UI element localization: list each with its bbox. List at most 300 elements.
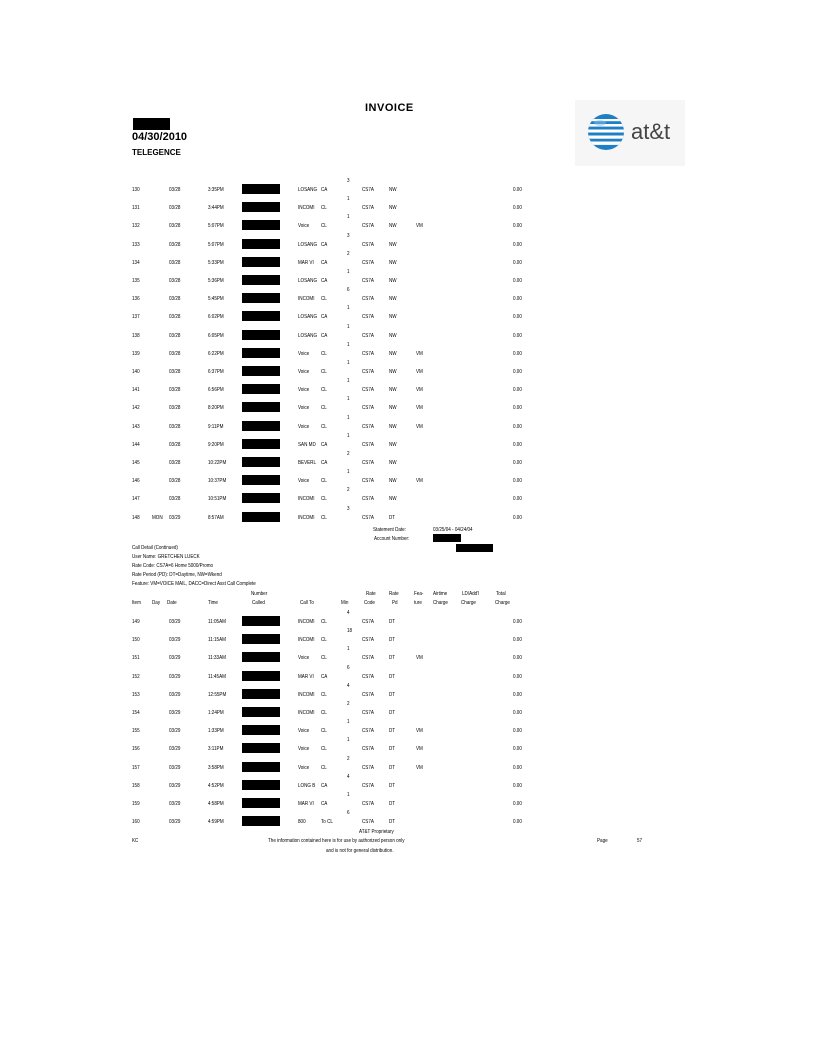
row-called-place: LOSANG xyxy=(298,187,318,193)
redacted-number xyxy=(242,384,280,394)
row-rate-pd: NW xyxy=(389,423,397,430)
row-called-place: MAR VI xyxy=(298,259,314,266)
row-time: 3:58PM xyxy=(208,764,224,771)
row-rate-code: CS7A xyxy=(362,332,374,339)
row-rate-code: CS7A xyxy=(362,460,374,466)
row-feature: VM xyxy=(416,350,423,357)
row-minutes: 1 xyxy=(347,341,350,348)
row-rate-pd: NW xyxy=(389,332,397,339)
row-item: 138 xyxy=(132,332,140,339)
row-total: 0.00 xyxy=(513,387,522,394)
row-minutes: 1 xyxy=(347,378,350,385)
row-date: 03/29 xyxy=(169,673,181,680)
row-time: 4:58PM xyxy=(208,801,224,807)
row-date: 03/29 xyxy=(169,728,181,735)
row-minutes: 1 xyxy=(347,469,350,476)
row-time: 10:37PM xyxy=(208,478,227,485)
row-item: 134 xyxy=(132,259,140,266)
redacted-number xyxy=(242,475,280,485)
row-called-place: INCOMI xyxy=(298,691,315,698)
row-rate-code: CS7A xyxy=(362,205,374,212)
row-total: 0.00 xyxy=(513,496,522,503)
redacted-number xyxy=(242,780,280,790)
col-pd: Pd xyxy=(392,600,398,606)
row-rate-code: CS7A xyxy=(362,746,374,753)
row-rate-pd: NW xyxy=(389,369,397,375)
row-total: 0.00 xyxy=(513,691,522,698)
row-minutes: 1 xyxy=(347,719,350,726)
row-rate-pd: DT xyxy=(389,782,396,789)
row-call-to: CA xyxy=(321,673,328,680)
row-item: 157 xyxy=(132,764,140,771)
row-rate-pd: NW xyxy=(389,478,397,485)
row-total: 0.00 xyxy=(513,619,522,625)
col-item: Item xyxy=(132,600,141,606)
row-rate-code: CS7A xyxy=(362,819,374,826)
row-total: 0.00 xyxy=(513,819,522,826)
row-date: 03/28 xyxy=(169,405,181,412)
row-rate-pd: NW xyxy=(389,387,397,394)
row-rate-pd: NW xyxy=(389,496,397,503)
detail-line-1: Call Detail (Continued) xyxy=(132,545,178,551)
redacted-number xyxy=(242,634,280,644)
row-rate-code: CS7A xyxy=(362,369,374,375)
row-total: 0.00 xyxy=(513,350,522,357)
row-call-to: CL xyxy=(321,655,327,662)
row-rate-pd: NW xyxy=(389,205,397,212)
row-date: 03/29 xyxy=(169,782,181,789)
row-minutes: 1 xyxy=(347,269,350,275)
detail-line-2: User Name: GRETCHEN LUECK xyxy=(132,554,200,560)
row-total: 0.00 xyxy=(513,764,522,771)
row-feature: VM xyxy=(416,387,423,394)
row-call-to: CL xyxy=(321,619,327,625)
row-total: 0.00 xyxy=(513,423,522,430)
row-called-place: MAR VI xyxy=(298,801,314,807)
row-call-to: CL xyxy=(321,710,327,716)
row-rate-pd: DT xyxy=(389,710,396,716)
row-date: 03/28 xyxy=(169,314,181,321)
row-rate-pd: DT xyxy=(389,655,396,662)
row-rate-pd: NW xyxy=(389,460,397,466)
row-minutes: 1 xyxy=(347,214,350,221)
redacted-number xyxy=(242,311,280,321)
col-number: Number xyxy=(251,591,268,597)
redacted-number xyxy=(242,402,280,412)
row-date: 03/29 xyxy=(169,691,181,698)
row-rate-code: CS7A xyxy=(362,514,374,521)
row-total: 0.00 xyxy=(513,637,522,644)
redacted-number xyxy=(242,421,280,431)
row-total: 0.00 xyxy=(513,241,522,248)
row-called-place: INCOMI xyxy=(298,710,315,716)
row-call-to: CA xyxy=(321,259,328,266)
row-date: 03/28 xyxy=(169,350,181,357)
redacted-number xyxy=(242,457,280,467)
row-item: 142 xyxy=(132,405,140,412)
row-feature: VM xyxy=(416,478,423,485)
row-total: 0.00 xyxy=(513,278,522,284)
row-call-to: CA xyxy=(321,241,328,248)
row-minutes: 1 xyxy=(347,737,350,744)
account-number-label: Account Number: xyxy=(374,536,410,542)
row-total: 0.00 xyxy=(513,205,522,212)
row-call-to: CL xyxy=(321,764,327,771)
row-called-place: INCOMI xyxy=(298,514,315,521)
row-call-to: CL xyxy=(321,514,327,521)
row-minutes: 2 xyxy=(347,250,350,257)
redacted-number xyxy=(242,220,280,230)
row-date: 03/28 xyxy=(169,259,181,266)
row-time: 3:11PM xyxy=(208,746,224,753)
row-item: 156 xyxy=(132,746,140,753)
row-time: 5:36PM xyxy=(208,278,224,284)
row-minutes: 1 xyxy=(347,414,350,421)
row-rate-code: CS7A xyxy=(362,691,374,698)
row-minutes: 1 xyxy=(347,396,350,403)
row-time: 3:35PM xyxy=(208,187,224,193)
row-minutes: 18 xyxy=(347,628,353,635)
row-called-place: INCOMI xyxy=(298,619,315,625)
row-total: 0.00 xyxy=(513,296,522,303)
col-charge: Charge xyxy=(433,600,448,606)
row-minutes: 2 xyxy=(347,701,350,707)
row-call-to: CL xyxy=(321,746,327,753)
row-rate-code: CS7A xyxy=(362,801,374,807)
row-feature: VM xyxy=(416,764,423,771)
row-total: 0.00 xyxy=(513,187,522,193)
row-time: 1:33PM xyxy=(208,728,224,735)
redacted-block xyxy=(456,544,493,552)
company-name: TELEGENCE xyxy=(132,148,181,157)
row-minutes: 1 xyxy=(347,792,350,798)
col-called: Called xyxy=(252,600,265,606)
row-call-to: CA xyxy=(321,278,328,284)
redacted-number xyxy=(242,743,280,753)
row-rate-code: CS7A xyxy=(362,241,374,248)
col-charge3: Charge xyxy=(495,600,510,606)
row-rate-pd: NW xyxy=(389,241,397,248)
row-feature: VM xyxy=(416,655,423,662)
row-called-place: INCOMI xyxy=(298,205,315,212)
row-minutes: 4 xyxy=(347,610,350,616)
row-day: MON xyxy=(152,514,163,521)
row-date: 03/28 xyxy=(169,332,181,339)
row-called-place: Voice xyxy=(298,728,310,735)
row-minutes: 4 xyxy=(347,682,350,689)
row-call-to: CL xyxy=(321,423,327,430)
row-rate-code: CS7A xyxy=(362,259,374,266)
redacted-number xyxy=(242,348,280,358)
row-date: 03/29 xyxy=(169,637,181,644)
row-time: 12:55PM xyxy=(208,691,227,698)
invoice-date: 04/30/2010 xyxy=(132,131,188,143)
row-total: 0.00 xyxy=(513,478,522,485)
row-minutes: 3 xyxy=(347,178,350,184)
col-date: Date xyxy=(167,600,177,606)
redacted-number xyxy=(242,762,280,772)
row-called-place: Voice xyxy=(298,655,310,662)
row-called-place: LOSANG xyxy=(298,278,318,284)
row-time: 10:22PM xyxy=(208,460,227,466)
footer-page-number: 57 xyxy=(637,838,643,844)
row-rate-pd: DT xyxy=(389,764,396,771)
redacted-number xyxy=(242,816,280,826)
row-item: 133 xyxy=(132,241,140,248)
row-called-place: Voice xyxy=(298,405,310,412)
row-call-to: CL xyxy=(321,405,327,412)
row-total: 0.00 xyxy=(513,441,522,448)
footer-proprietary: AT&T Proprietary xyxy=(359,829,394,835)
row-minutes: 3 xyxy=(347,505,350,512)
att-globe-icon xyxy=(586,112,626,152)
row-item: 135 xyxy=(132,278,140,284)
att-logo xyxy=(575,100,685,166)
redacted-number xyxy=(242,202,280,212)
row-date: 03/28 xyxy=(169,296,181,303)
row-call-to: CL xyxy=(321,223,327,230)
row-called-place: Voice xyxy=(298,423,310,430)
row-date: 03/29 xyxy=(169,655,181,662)
row-call-to: CL xyxy=(321,205,327,212)
row-rate-pd: DT xyxy=(389,728,396,735)
row-called-place: LOSANG xyxy=(298,314,318,321)
row-date: 03/28 xyxy=(169,187,181,193)
row-item: 132 xyxy=(132,223,140,230)
row-rate-pd: NW xyxy=(389,314,397,321)
redacted-number xyxy=(242,689,280,699)
row-item: 158 xyxy=(132,782,140,789)
row-called-place: INCOMI xyxy=(298,296,315,303)
row-date: 03/28 xyxy=(169,223,181,230)
row-call-to: CL xyxy=(321,691,327,698)
row-rate-code: CS7A xyxy=(362,478,374,485)
row-called-place: BEVERL xyxy=(298,460,317,466)
row-minutes: 4 xyxy=(347,773,350,780)
row-date: 03/28 xyxy=(169,369,181,375)
row-rate-code: CS7A xyxy=(362,278,374,284)
col-total: Total xyxy=(496,591,506,597)
row-total: 0.00 xyxy=(513,514,522,521)
row-call-to: CA xyxy=(321,460,328,466)
row-total: 0.00 xyxy=(513,746,522,753)
col-time: Time xyxy=(208,600,218,606)
row-time: 5:07PM xyxy=(208,223,224,230)
footer-notice-1: The information contained here is for use by authorized person only xyxy=(268,838,405,844)
col-call-to: Call To xyxy=(300,600,314,606)
redacted-number xyxy=(242,616,280,626)
row-item: 143 xyxy=(132,423,140,430)
row-time: 6:02PM xyxy=(208,314,224,321)
row-item: 130 xyxy=(132,187,140,193)
row-time: 1:24PM xyxy=(208,710,224,716)
att-logo-text: at&t xyxy=(631,119,671,144)
redacted-number xyxy=(242,257,280,267)
redacted-block xyxy=(133,118,170,130)
row-called-place: INCOMI xyxy=(298,496,315,503)
row-total: 0.00 xyxy=(513,332,522,339)
row-time: 11:45AM xyxy=(208,673,226,680)
row-call-to: CL xyxy=(321,387,327,394)
row-date: 03/28 xyxy=(169,241,181,248)
col-day: Day xyxy=(152,600,161,606)
redacted-number xyxy=(242,652,280,662)
row-called-place: INCOMI xyxy=(298,637,315,644)
row-rate-pd: DT xyxy=(389,819,396,826)
row-rate-pd: NW xyxy=(389,296,397,303)
row-total: 0.00 xyxy=(513,782,522,789)
redacted-number xyxy=(242,798,280,808)
row-rate-code: CS7A xyxy=(362,619,374,625)
row-rate-pd: NW xyxy=(389,405,397,412)
row-rate-code: CS7A xyxy=(362,296,374,303)
row-time: 6:56PM xyxy=(208,387,224,394)
row-rate-pd: DT xyxy=(389,619,396,625)
redacted-number xyxy=(242,493,280,503)
col-rate: Rate xyxy=(366,591,376,597)
row-called-place: MAR VI xyxy=(298,673,314,680)
row-call-to: CA xyxy=(321,187,328,193)
row-item: 137 xyxy=(132,314,140,321)
row-date: 03/29 xyxy=(169,514,181,521)
row-call-to: CA xyxy=(321,801,328,807)
row-date: 03/28 xyxy=(169,278,181,284)
row-rate-code: CS7A xyxy=(362,496,374,503)
row-rate-code: CS7A xyxy=(362,387,374,394)
row-time: 3:44PM xyxy=(208,205,224,212)
row-minutes: 1 xyxy=(347,305,350,312)
row-date: 03/28 xyxy=(169,387,181,394)
row-rate-pd: NW xyxy=(389,223,397,230)
footer-notice-2: and is not for general distribution. xyxy=(326,848,394,854)
row-total: 0.00 xyxy=(513,710,522,716)
row-total: 0.00 xyxy=(513,259,522,266)
row-item: 151 xyxy=(132,655,140,662)
row-time: 5:45PM xyxy=(208,296,224,303)
row-rate-pd: DT xyxy=(389,673,396,680)
row-item: 131 xyxy=(132,205,140,212)
row-rate-code: CS7A xyxy=(362,350,374,357)
redacted-number xyxy=(242,725,280,735)
row-rate-code: CS7A xyxy=(362,405,374,412)
col-code: Code xyxy=(364,600,375,606)
row-item: 140 xyxy=(132,369,140,375)
row-feature: VM xyxy=(416,728,423,735)
detail-line-5: Feature: VM=VOICE MAIL, DACC=Direct Asst Call Complete xyxy=(132,581,256,587)
row-total: 0.00 xyxy=(513,655,522,662)
row-date: 03/28 xyxy=(169,460,181,466)
redacted-number xyxy=(242,366,280,376)
row-time: 5:07PM xyxy=(208,241,224,248)
row-rate-code: CS7A xyxy=(362,673,374,680)
col-ture: ture xyxy=(414,600,422,606)
row-called-place: LOSANG xyxy=(298,332,318,339)
row-rate-code: CS7A xyxy=(362,187,374,193)
redacted-number xyxy=(242,707,280,717)
row-feature: VM xyxy=(416,223,423,230)
redacted-number xyxy=(242,184,280,194)
row-minutes: 1 xyxy=(347,432,350,439)
row-item: 149 xyxy=(132,619,140,625)
row-date: 03/28 xyxy=(169,441,181,448)
redacted-number xyxy=(242,293,280,303)
row-item: 148 xyxy=(132,514,140,521)
row-rate-code: CS7A xyxy=(362,764,374,771)
col-ld: LD/Add'l xyxy=(462,591,480,597)
row-time: 10:51PM xyxy=(208,496,227,503)
row-rate-pd: NW xyxy=(389,350,397,357)
row-called-place: Voice xyxy=(298,223,310,230)
row-item: 136 xyxy=(132,296,140,303)
row-time: 4:52PM xyxy=(208,782,224,789)
row-call-to: To CL xyxy=(321,819,333,826)
row-item: 141 xyxy=(132,387,140,394)
row-time: 6:22PM xyxy=(208,350,224,357)
row-called-place: LONG B xyxy=(298,782,316,789)
row-rate-code: CS7A xyxy=(362,710,374,716)
statement-date-label: Statement Date: xyxy=(373,527,406,533)
row-date: 03/28 xyxy=(169,423,181,430)
row-feature: VM xyxy=(416,423,423,430)
row-rate-pd: NW xyxy=(389,278,397,284)
row-total: 0.00 xyxy=(513,405,522,412)
row-rate-code: CS7A xyxy=(362,441,374,448)
row-feature: VM xyxy=(416,405,423,412)
row-date: 03/28 xyxy=(169,496,181,503)
row-called-place: Voice xyxy=(298,478,310,485)
row-rate-pd: DT xyxy=(389,637,396,644)
row-total: 0.00 xyxy=(513,460,522,466)
row-item: 159 xyxy=(132,801,140,807)
row-minutes: 6 xyxy=(347,287,350,294)
row-called-place: Voice xyxy=(298,387,310,394)
col-min: Min xyxy=(341,600,349,606)
row-rate-code: CS7A xyxy=(362,728,374,735)
row-feature: VM xyxy=(416,746,423,753)
row-time: 8:57AM xyxy=(208,514,224,521)
row-rate-pd: NW xyxy=(389,259,397,266)
row-call-to: CA xyxy=(321,782,328,789)
row-minutes: 2 xyxy=(347,451,350,457)
row-time: 8:20PM xyxy=(208,405,224,412)
col-airtime: Airtime xyxy=(433,591,448,597)
account-number-redacted xyxy=(433,534,461,542)
row-total: 0.00 xyxy=(513,223,522,230)
row-time: 6:37PM xyxy=(208,369,224,375)
row-rate-pd: NW xyxy=(389,187,397,193)
row-minutes: 3 xyxy=(347,232,350,239)
row-item: 160 xyxy=(132,819,140,826)
statement-date-value: 03/25/04 - 04/24/04 xyxy=(433,527,473,533)
row-time: 11:15AM xyxy=(208,637,226,644)
row-rate-code: CS7A xyxy=(362,423,374,430)
row-item: 153 xyxy=(132,691,140,698)
footer-left-code: KC xyxy=(132,838,139,844)
row-call-to: CL xyxy=(321,728,327,735)
row-time: 6:05PM xyxy=(208,332,224,339)
row-date: 03/29 xyxy=(169,619,181,625)
row-time: 5:33PM xyxy=(208,259,224,266)
row-item: 150 xyxy=(132,637,140,644)
row-total: 0.00 xyxy=(513,673,522,680)
row-date: 03/29 xyxy=(169,819,181,826)
row-rate-code: CS7A xyxy=(362,655,374,662)
row-call-to: CL xyxy=(321,637,327,644)
row-date: 03/29 xyxy=(169,746,181,753)
redacted-number xyxy=(242,239,280,249)
row-time: 4:59PM xyxy=(208,819,224,826)
row-minutes: 6 xyxy=(347,810,350,817)
